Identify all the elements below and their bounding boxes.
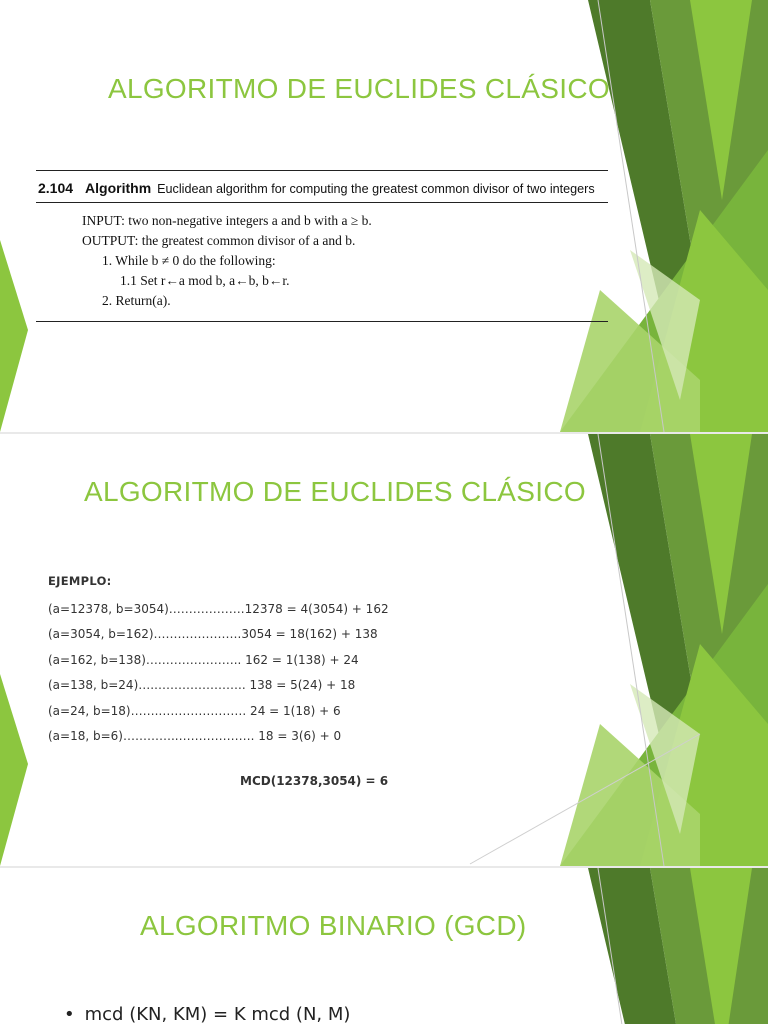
slide-3 xyxy=(0,868,768,1024)
mcd-result-label: MCD(12378,3054) = xyxy=(240,774,380,788)
algorithm-keyword: Algorithm xyxy=(85,180,152,196)
bullet-dot-icon: • xyxy=(64,1004,75,1024)
example-row: (a=12378, b=3054)……………….12378 = 4(3054) + 162 xyxy=(48,602,389,616)
mcd-result-value: 6 xyxy=(379,774,389,788)
bullet-item xyxy=(64,1004,350,1024)
example-row: (a=18, b=6)…………..………………. 18 = 3(6) + 0 xyxy=(48,728,342,743)
divider xyxy=(36,321,608,322)
bullet-text: mcd (KN, KM) = K mcd (N, M) xyxy=(84,1004,351,1024)
algorithm-body xyxy=(36,203,608,321)
slide-title: ALGORITMO DE EUCLIDES CLÁSICO xyxy=(108,73,610,104)
algorithm-header xyxy=(36,171,608,202)
example-row: (a=3054, b=162)………………….3054 = 18(162) + 138 xyxy=(48,627,378,642)
algorithm-step-1: 1. While b ≠ 0 do the following: xyxy=(102,253,276,268)
algorithm-input: INPUT: two non-negative integers a and b with a ≥ b. xyxy=(82,213,372,228)
example-label: EJEMPLO: xyxy=(48,574,112,588)
algorithm-description: Euclidean algorithm for computing the greatest common divisor of two integers xyxy=(157,182,595,196)
algorithm-box xyxy=(36,170,608,322)
example-row: (a=162, b=138)….……………….. 162 = 1(138) + 24 xyxy=(48,652,359,667)
algorithm-step-2: 2. Return(a). xyxy=(102,293,171,308)
example-row: (a=24, b=18)…….…………………. 24 = 1(18) + 6 xyxy=(48,703,341,718)
slide-title: ALGORITMO DE EUCLIDES CLÁSICO xyxy=(84,476,586,507)
example-block xyxy=(48,574,389,749)
algorithm-output: OUTPUT: the greatest common divisor of a and b. xyxy=(82,233,356,248)
algorithm-step-1-1: 1.1 Set r←a mod b, a←b, b←r. xyxy=(120,273,290,288)
slide-1 xyxy=(0,0,768,432)
slide-title: ALGORITMO BINARIO (GCD) xyxy=(140,910,527,941)
green-facet-decoration xyxy=(0,868,768,1024)
mcd-result xyxy=(240,774,388,788)
algorithm-number: 2.104 xyxy=(38,180,74,196)
example-row: (a=138, b=24)….………………….. 138 = 5(24) + 18 xyxy=(48,678,356,693)
slide-2 xyxy=(0,434,768,866)
